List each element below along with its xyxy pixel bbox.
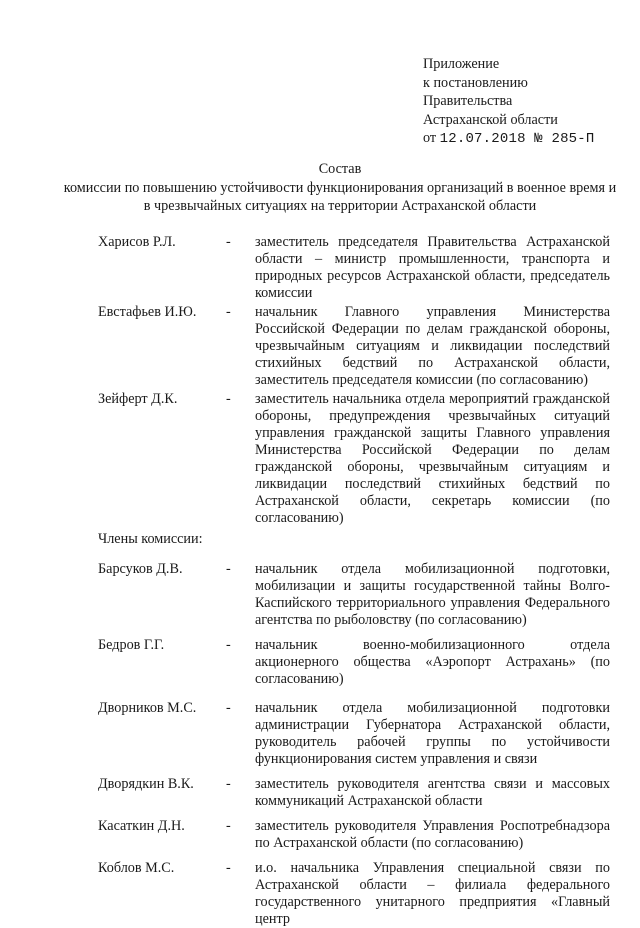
appendix-line: Приложение <box>423 56 500 72</box>
date-prefix: от <box>423 130 437 146</box>
member-position: заместитель председателя Правительства Астраханской области – министр промышленности, транспорта и природных ресурсов Астраханской области, председатель комиссии <box>255 234 610 301</box>
roster-row <box>98 818 610 852</box>
member-position: начальник отдела мобилизационной подготовки администрации Губернатора Астраханской области, руководитель рабочей группы по устойчивости функционирования систем управления и связи <box>255 700 610 767</box>
member-position: начальник Главного управления Министерства Российской Федерации по делам гражданской обороны, чрезвычайным ситуациям и ликвидации последствий стихийных бедствий по Астраханской области, заместитель председателя комиссии (по согласованию) <box>255 304 610 388</box>
document-title <box>60 160 620 215</box>
member-name: Дворников М.С. <box>98 700 197 716</box>
title-heading: Состав <box>318 161 362 177</box>
member-position: и.о. начальника Управления специальной связи по Астраханской области – филиала федерального государственного унитарного предприятия «Главный центр <box>255 860 610 927</box>
member-position: заместитель руководителя агентства связи и массовых коммуникаций Астраханской области <box>255 776 610 809</box>
member-position: заместитель начальника отдела мероприятий гражданской обороны, предупреждения чрезвычайных ситуаций управления гражданской защиты Главного управления Министерства Российской Федерации по делам гражданской обороны, чрезвычайным ситуациям и ликвидации последствий стихийных бедствий по Астраханской области, секретарь комиссии (по согласованию) <box>255 391 610 526</box>
roster-row <box>98 561 610 629</box>
roster-row <box>98 391 610 527</box>
dash: - <box>226 561 231 577</box>
dash: - <box>226 818 231 834</box>
members-heading: Члены комиссии: <box>98 531 203 547</box>
dash: - <box>226 637 231 653</box>
member-name: Барсуков Д.В. <box>98 561 183 577</box>
roster-row <box>98 234 610 302</box>
member-name: Евстафьев И.Ю. <box>98 304 197 320</box>
member-name: Коблов М.С. <box>98 860 175 876</box>
dash: - <box>226 700 231 716</box>
member-name: Харисов Р.Л. <box>98 234 176 250</box>
appendix-date-line <box>423 129 594 149</box>
dash: - <box>226 860 231 876</box>
roster-row <box>98 700 610 768</box>
roster-row <box>98 637 610 688</box>
dash: - <box>226 391 231 407</box>
roster-row <box>98 776 610 810</box>
appendix-line: к постановлению <box>423 74 528 91</box>
member-position: начальник военно-мобилизационного отдела акционерного общества «Аэропорт Астрахань» (по согласованию) <box>255 637 610 687</box>
appendix-block <box>423 55 594 149</box>
appendix-line: Правительства <box>423 93 513 109</box>
roster-row <box>98 304 610 389</box>
commission-roster <box>98 234 610 928</box>
roster-row <box>98 860 610 928</box>
member-name: Зейферт Д.К. <box>98 391 178 407</box>
member-position: начальник отдела мобилизационной подготовки, мобилизации и защиты государственной тайны Волго-Каспийского территориального управления Федерального агентства по рыболовству (по согласованию) <box>255 561 610 628</box>
member-name: Дворядкин В.К. <box>98 776 194 792</box>
resolution-date-number: 12.07.2018 № 285-П <box>439 131 595 147</box>
dash: - <box>226 776 231 792</box>
member-name: Касаткин Д.Н. <box>98 818 185 834</box>
dash: - <box>226 234 231 250</box>
appendix-line: Астраханской области <box>423 111 558 128</box>
title-subtitle: комиссии по повышению устойчивости функционирования организаций в военное время и в чрезвычайных ситуациях на территории Астраханской области <box>63 180 617 214</box>
member-position: заместитель руководителя Управления Роспотребнадзора по Астраханской области (по согласованию) <box>255 818 610 851</box>
member-name: Бедров Г.Г. <box>98 637 165 653</box>
dash: - <box>226 304 231 320</box>
